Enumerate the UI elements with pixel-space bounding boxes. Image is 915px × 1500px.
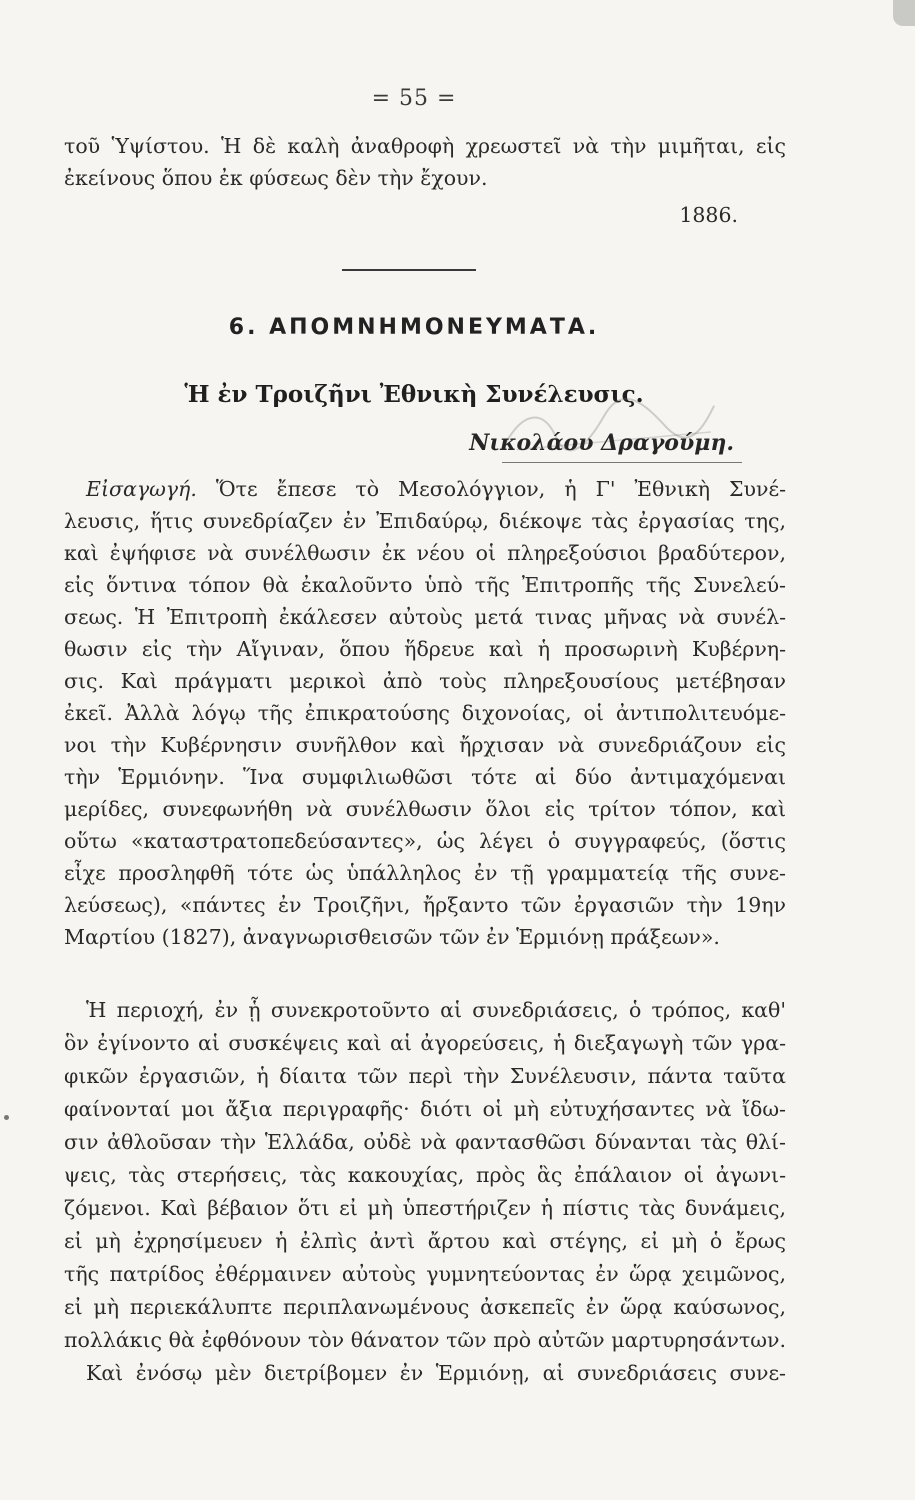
para2-line-9: τῆς πατρίδος ἐθέρμαινεν αὐτοὺς γυμνητεύοντας ἐν ὥρᾳ χειμῶνος,	[64, 1262, 786, 1286]
author-byline: Νικολάου Δραγούμη.	[469, 430, 734, 456]
para3-line-1: Καὶ ἐνόσῳ μὲν διετρίβομεν ἐν Ἑρμιόνῃ, αἱ συνεδριάσεις συνε-	[86, 1361, 786, 1385]
para1-line-5: σεως. Ἡ Ἐπιτροπὴ ἐκάλεσεν αὐτοὺς μετά τινας μῆνας νὰ συνέλ-	[64, 605, 786, 629]
para1-line-7: σις. Καὶ πράγματι μερικοὶ ἀπὸ τοὺς πληρεξουσίους μετέβησαν	[64, 669, 786, 693]
para2-line-4: φαίνονταί μοι ἄξια περιγραφῆς· διότι οἱ μὴ εὐτυχήσαντες νὰ ἴδω-	[64, 1097, 786, 1121]
page-number: = 55 =	[371, 86, 457, 111]
para1-line-11: μερίδες, συνεφωνήθη νὰ συνέλθωσιν ὅλοι εἰς τρίτον τόπον, καὶ	[64, 797, 786, 821]
year-signature: 1886.	[679, 203, 738, 227]
para2-line-3: φικῶν ἐργασιῶν, ἡ δίαιτα τῶν περὶ τὴν Συνέλευσιν, πάντα ταῦτα	[64, 1064, 786, 1088]
para1-line-9: νοι τὴν Κυβέρνησιν συνῆλθον καὶ ἤρχισαν νὰ συνεδριάζουν εἰς	[64, 733, 786, 757]
para1-line-3: καὶ ἐψήφισε νὰ συνέλθωσιν ἐκ νέου οἱ πληρεξούσιοι βραδύτερον,	[64, 541, 786, 565]
para1-line-2: λευσις, ἥτις συνεδρίαζεν ἐν Ἐπιδαύρῳ, διέκοψε τὰς ἐργασίας της,	[64, 509, 786, 533]
para1-line-10: τὴν Ἑρμιόνην. Ἵνα συμφιλιωθῶσι τότε αἱ δύο ἀντιμαχόμεναι	[64, 765, 786, 789]
section-divider	[342, 269, 476, 271]
para1-line-6: θωσιν εἰς τὴν Αἴγιναν, ὅπου ἥδρευε καὶ ἡ προσωρινὴ Κυβέρνη-	[64, 637, 786, 661]
page-corner-mark	[893, 0, 915, 26]
para1-first-rest: Ὅτε ἔπεσε τὸ Μεσολόγγιον, ἡ Γ' Ἐθνικὴ Συνέ-	[196, 477, 786, 501]
para1-line-14: λεύσεως), «πάντες ἐν Τροιζῆνι, ἤρξαντο τῶν ἐργασιῶν τὴν 19ην	[64, 893, 786, 917]
para2-line-7: ζόμενοι. Καὶ βέβαιον ὅτι εἰ μὴ ὑπεστήριζεν ἡ πίστις τὰς δυνάμεις,	[64, 1196, 786, 1220]
para2-line-8: εἰ μὴ ἐχρησίμευεν ἡ ἐλπὶς ἀντὶ ἄρτου καὶ στέγης, εἰ μὴ ὁ ἔρως	[64, 1229, 786, 1253]
intro-line-1: τοῦ Ὑψίστου. Ἡ δὲ καλὴ ἀναθροφὴ χρεωστεῖ νὰ τὴν μιμῆται, εἰς	[64, 134, 786, 158]
para1-line-12: οὕτω «καταστρατοπεδεύσαντες», ὡς λέγει ὁ συγγραφεύς, (ὅστις	[64, 829, 786, 853]
para1-lead: Εἰσαγωγή.	[86, 477, 197, 501]
para2-line-1: Ἡ περιοχή, ἐν ᾗ συνεκροτοῦντο αἱ συνεδριάσεις, ὁ τρόπος, καθ'	[86, 998, 786, 1022]
para1-line-4: εἰς ὅντινα τόπον θὰ ἐκαλοῦντο ὑπὸ τῆς Ἐπιτροπῆς τῆς Συνελεύ-	[64, 573, 786, 597]
para1-line-13: εἶχε προσληφθῆ τότε ὡς ὑπάλληλος ἐν τῇ γραμματείᾳ τῆς συνε-	[64, 861, 786, 885]
para2-line-2: ὃν ἐγίνοντο αἱ συσκέψεις καὶ αἱ ἀγορεύσεις, ἡ διεξαγωγὴ τῶν γρα-	[64, 1031, 786, 1055]
para2-line-11: πολλάκις θὰ ἐφθόνουν τὸν θάνατον τῶν πρὸ αὐτῶν μαρτυρησάντων.	[64, 1328, 786, 1352]
margin-speck	[4, 1115, 9, 1120]
para1-line-15: Μαρτίου (1827), ἀναγνωρισθεισῶν τῶν ἐν Ἑρμιόνῃ πράξεων».	[64, 925, 720, 949]
intro-line-2: ἐκείνους ὅπου ἐκ φύσεως δὲν τὴν ἔχουν.	[64, 166, 488, 190]
para2-line-10: εἰ μὴ περιεκάλυπτε περιπλανωμένους ἀσκεπεῖς ἐν ὥρᾳ καύσωνος,	[64, 1295, 786, 1319]
para2-line-6: ψεις, τὰς στερήσεις, τὰς κακουχίας, πρὸς ἃς ἐπάλαιον οἱ ἀγωνι-	[64, 1163, 786, 1187]
para1-line-8: ἐκεῖ. Ἀλλὰ λόγῳ τῆς ἐπικρατούσης διχονοίας, οἱ ἀντιπολιτευόμε-	[64, 701, 786, 725]
chapter-heading: 6. ΑΠΟΜΝΗΜΟΝΕΥΜΑΤΑ.	[228, 315, 600, 340]
author-underline	[502, 462, 742, 463]
para2-line-5: σιν ἀθλοῦσαν τὴν Ἑλλάδα, οὐδὲ νὰ φαντασθῶσι δύνανται τὰς θλί-	[64, 1130, 786, 1154]
para1-line-1	[86, 474, 786, 504]
section-title: Ἡ ἐν Τροιζῆνι Ἐθνικὴ Συνέλευσις.	[184, 381, 644, 408]
